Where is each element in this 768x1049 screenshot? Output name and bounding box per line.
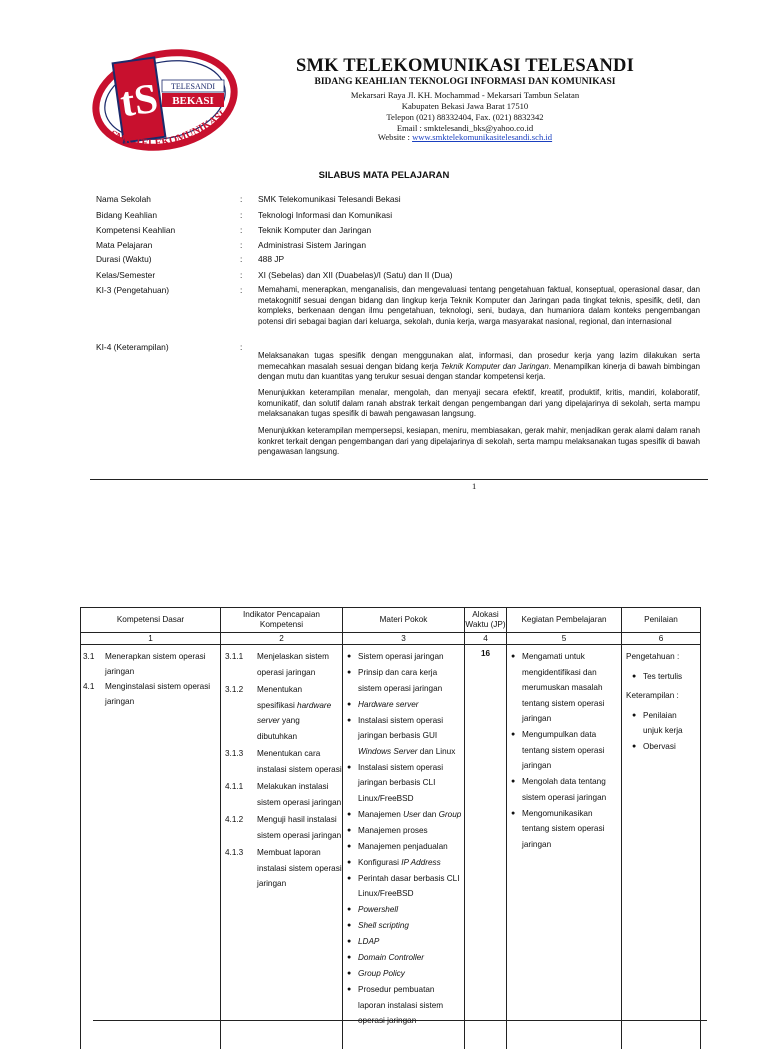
info-label-school: Nama Sekolah [96,194,151,204]
info-label-ki4: KI-4 (Keterampilan) [96,342,169,352]
list-item: ● Manajemen User dan Group [347,807,462,823]
info-colon: : [240,342,242,352]
kegiatan-cell [507,645,622,1049]
info-value-duration: 488 JP [258,254,284,264]
table-header-row [81,608,701,633]
list-item: ● Mengamati untuk mengidentifikasi dan merumuskan masalah tentang sistem operasi jaringan [511,649,619,727]
col-header-alokasi: Alokasi Waktu (JP) [465,608,507,633]
alokasi-cell: 16 [465,645,507,1049]
info-label-competency: Kompetensi Keahlian [96,225,175,235]
list-item: ● Hardware server [347,697,462,713]
department-name: BIDANG KEAHLIAN TEKNOLOGI INFORMASI DAN KOMUNIKASI [255,77,675,87]
list-item: ● Mengolah data tentang sistem operasi jaringan [511,774,619,805]
list-item: ● Sistem operasi jaringan [347,649,462,665]
penilaian-keterampilan-list [622,708,700,755]
indikator-item: 4.1.1 Melakukan instalasi sistem operasi jaringan [225,779,342,810]
col-number: 4 [465,633,507,645]
info-label-field: Bidang Keahlian [96,210,157,220]
info-value-ki3: Memahami, menerapkan, menganalisis, dan mengevaluasi tentang pengetahuan faktual, konseptual, operasional dasar, dan metakognitif sesuai dengan bidang dan lingkup kerja Teknik Komputer dan Jaringan pada tingkat teknis, spesifik, detil, dan kompleks, berkenaan dengan ilmu pengetahuan, teknologi, seni, budaya, dan humaniora dalam konteks pengembangan potensi diri sebagai bagian dari keluarga, sekolah, dunia kerja, warga masyarakat nasional, regional, dan internasional [258,285,700,327]
column-number-row [81,633,701,645]
col-header-kegiatan: Kegiatan Pembelajaran [507,608,622,633]
kd-cell [81,645,221,1049]
list-item: ● Konfigurasi IP Address [347,855,462,871]
col-number: 6 [622,633,701,645]
address-line-1: Mekarsari Raya Jl. KH. Mochammad - Mekarsari Tambun Selatan [255,90,675,101]
materi-cell [343,645,465,1049]
school-logo [92,42,242,160]
indikator-item: 3.1.1 Menjelaskan sistem operasi jaringan [225,649,342,680]
list-item: ● Powershell [347,902,462,918]
indikator-cell [221,645,343,1049]
list-item: ● Manajemen penjadualan [347,839,462,855]
logo-text-mid: BEKASI [172,95,214,107]
info-colon: : [240,254,242,264]
penilaian-pengetahuan-list [622,669,700,685]
logo-letters: tS [117,76,160,127]
col-header-materi: Materi Pokok [343,608,465,633]
info-colon: : [240,210,242,220]
list-item: ● Mengumpulkan data tentang sistem operasi jaringan [511,727,619,774]
list-item: ● Perintah dasar berbasis CLI Linux/FreeBSD [347,871,462,902]
col-header-kd: Kompetensi Dasar [81,608,221,633]
info-value-class: XI (Sebelas) dan XII (Duabelas)/I (Satu) dan II (Dua) [258,270,453,280]
info-colon: : [240,240,242,250]
table-row [81,645,701,1049]
list-item: ● Prinsip dan cara kerja sistem operasi jaringan [347,665,462,696]
kd-item: 3.1 Menerapkan sistem operasi jaringan [83,649,220,679]
info-label-ki3: KI-3 (Pengetahuan) [96,285,169,295]
penilaian-keterampilan-label: Keterampilan : [626,688,700,704]
col-number: 1 [81,633,221,645]
list-item: ● Instalasi sistem operasi jaringan berbasis GUI Windows Server dan Linux [347,713,462,760]
logo-text-arc: SMK TELEKOMUNIKASI [108,109,227,149]
col-header-penilaian: Penilaian [622,608,701,633]
info-value-competency: Teknik Komputer dan Jaringan [258,225,371,235]
list-item: ● Prosedur pembuatan laporan instalasi sistem operasi jaringan [347,982,462,1029]
list-item: ● Obervasi [632,739,698,755]
info-value-subject: Administrasi Sistem Jaringan [258,240,366,250]
info-colon: : [240,194,242,204]
indikator-item: 4.1.2 Menguji hasil instalasi sistem operasi jaringan [225,812,342,843]
list-item: ● Manajemen proses [347,823,462,839]
ki4-paragraph-1: Melaksanakan tugas spesifik dengan menggunakan alat, informasi, dan prosedur kerja yang lazim dilakukan serta memecahkan masalah sesuai dengan bidang kerja Teknik Komputer dan Jaringan. Menampilkan kinerja di bawah bimbingan dengan mutu dan kuantitas yang terukur sesuai dengan standar kompetensi kerja. [258,351,700,383]
list-item: ● Instalasi sistem operasi jaringan berbasis CLI Linux/FreeBSD [347,760,462,807]
penilaian-pengetahuan-label: Pengetahuan : [626,649,700,665]
info-label-duration: Durasi (Waktu) [96,254,152,264]
info-value-school: SMK Telekomunikasi Telesandi Bekasi [258,194,401,204]
list-item: ● Penilaian unjuk kerja [632,708,698,739]
list-item: ● Mengomunikasikan tentang sistem operasi jaringan [511,806,619,853]
website-line [255,132,675,143]
email-line: Email : smktelesandi_bks@yahoo.co.id [255,123,675,134]
materi-list [343,649,464,1029]
col-header-indikator: Indikator Pencapaian Kompetensi [221,608,343,633]
info-colon: : [240,225,242,235]
indikator-item: 3.1.2 Menentukan spesifikasi hardware server yang dibutuhkan [225,682,342,744]
info-label-class: Kelas/Semester [96,270,155,280]
logo-text-top: TELESANDI [171,82,215,91]
list-item: ● Domain Controller [347,950,462,966]
info-colon: : [240,285,242,295]
info-colon: : [240,270,242,280]
table-bottom-line [93,1020,707,1021]
kd-item: 4.1 Menginstalasi sistem operasi jaringan [83,679,220,709]
list-item: ● Tes tertulis [632,669,698,685]
page-number: 1 [472,481,476,491]
list-item: ● LDAP [347,934,462,950]
col-number: 3 [343,633,465,645]
kegiatan-list [507,649,621,852]
indikator-item: 4.1.3 Membuat laporan instalasi sistem operasi jaringan [225,845,342,892]
list-item: ● Group Policy [347,966,462,982]
ki4-paragraph-3: Menunjukkan keterampilan mempersepsi, kesiapan, meniru, membiasakan, gerak mahir, menjadikan gerak alami dalam ranah konkret terkait dengan pengembangan dari yang dipelajarinya di sekolah, serta mampu melaksanakan tugas spesifik di bawah pengawasan langsung. [258,426,700,458]
indikator-item: 3.1.3 Menentukan cara instalasi sistem operasi [225,746,342,777]
document-title: SILABUS MATA PELAJARAN [0,170,768,181]
phone-line: Telepon (021) 88332404, Fax. (021) 8832342 [255,112,675,123]
page-divider [90,479,708,480]
website-link[interactable]: www.smktelekomunikasitelesandi.sch.id [412,132,552,142]
syllabus-table [80,607,701,1049]
website-label: Website : [378,132,412,142]
ki4-paragraph-2: Menunjukkan keterampilan menalar, mengolah, dan menyaji secara efektif, kreatif, produktif, kritis, mandiri, kolaboratif, komunikatif, dan solutif dalam ranah abstrak terkait dengan pengembangan dari yang dipelajarinya di sekolah, serta mampu melaksanakan tugas spesifik di bawah pengawasan langsung. [258,388,700,420]
info-label-subject: Mata Pelajaran [96,240,152,250]
info-value-field: Teknologi Informasi dan Komunikasi [258,210,392,220]
list-item: ● Shell scripting [347,918,462,934]
col-number: 2 [221,633,343,645]
col-number: 5 [507,633,622,645]
penilaian-cell [622,645,701,1049]
address-line-2: Kabupaten Bekasi Jawa Barat 17510 [255,101,675,112]
school-name: SMK TELEKOMUNIKASI TELESANDI [255,56,675,77]
